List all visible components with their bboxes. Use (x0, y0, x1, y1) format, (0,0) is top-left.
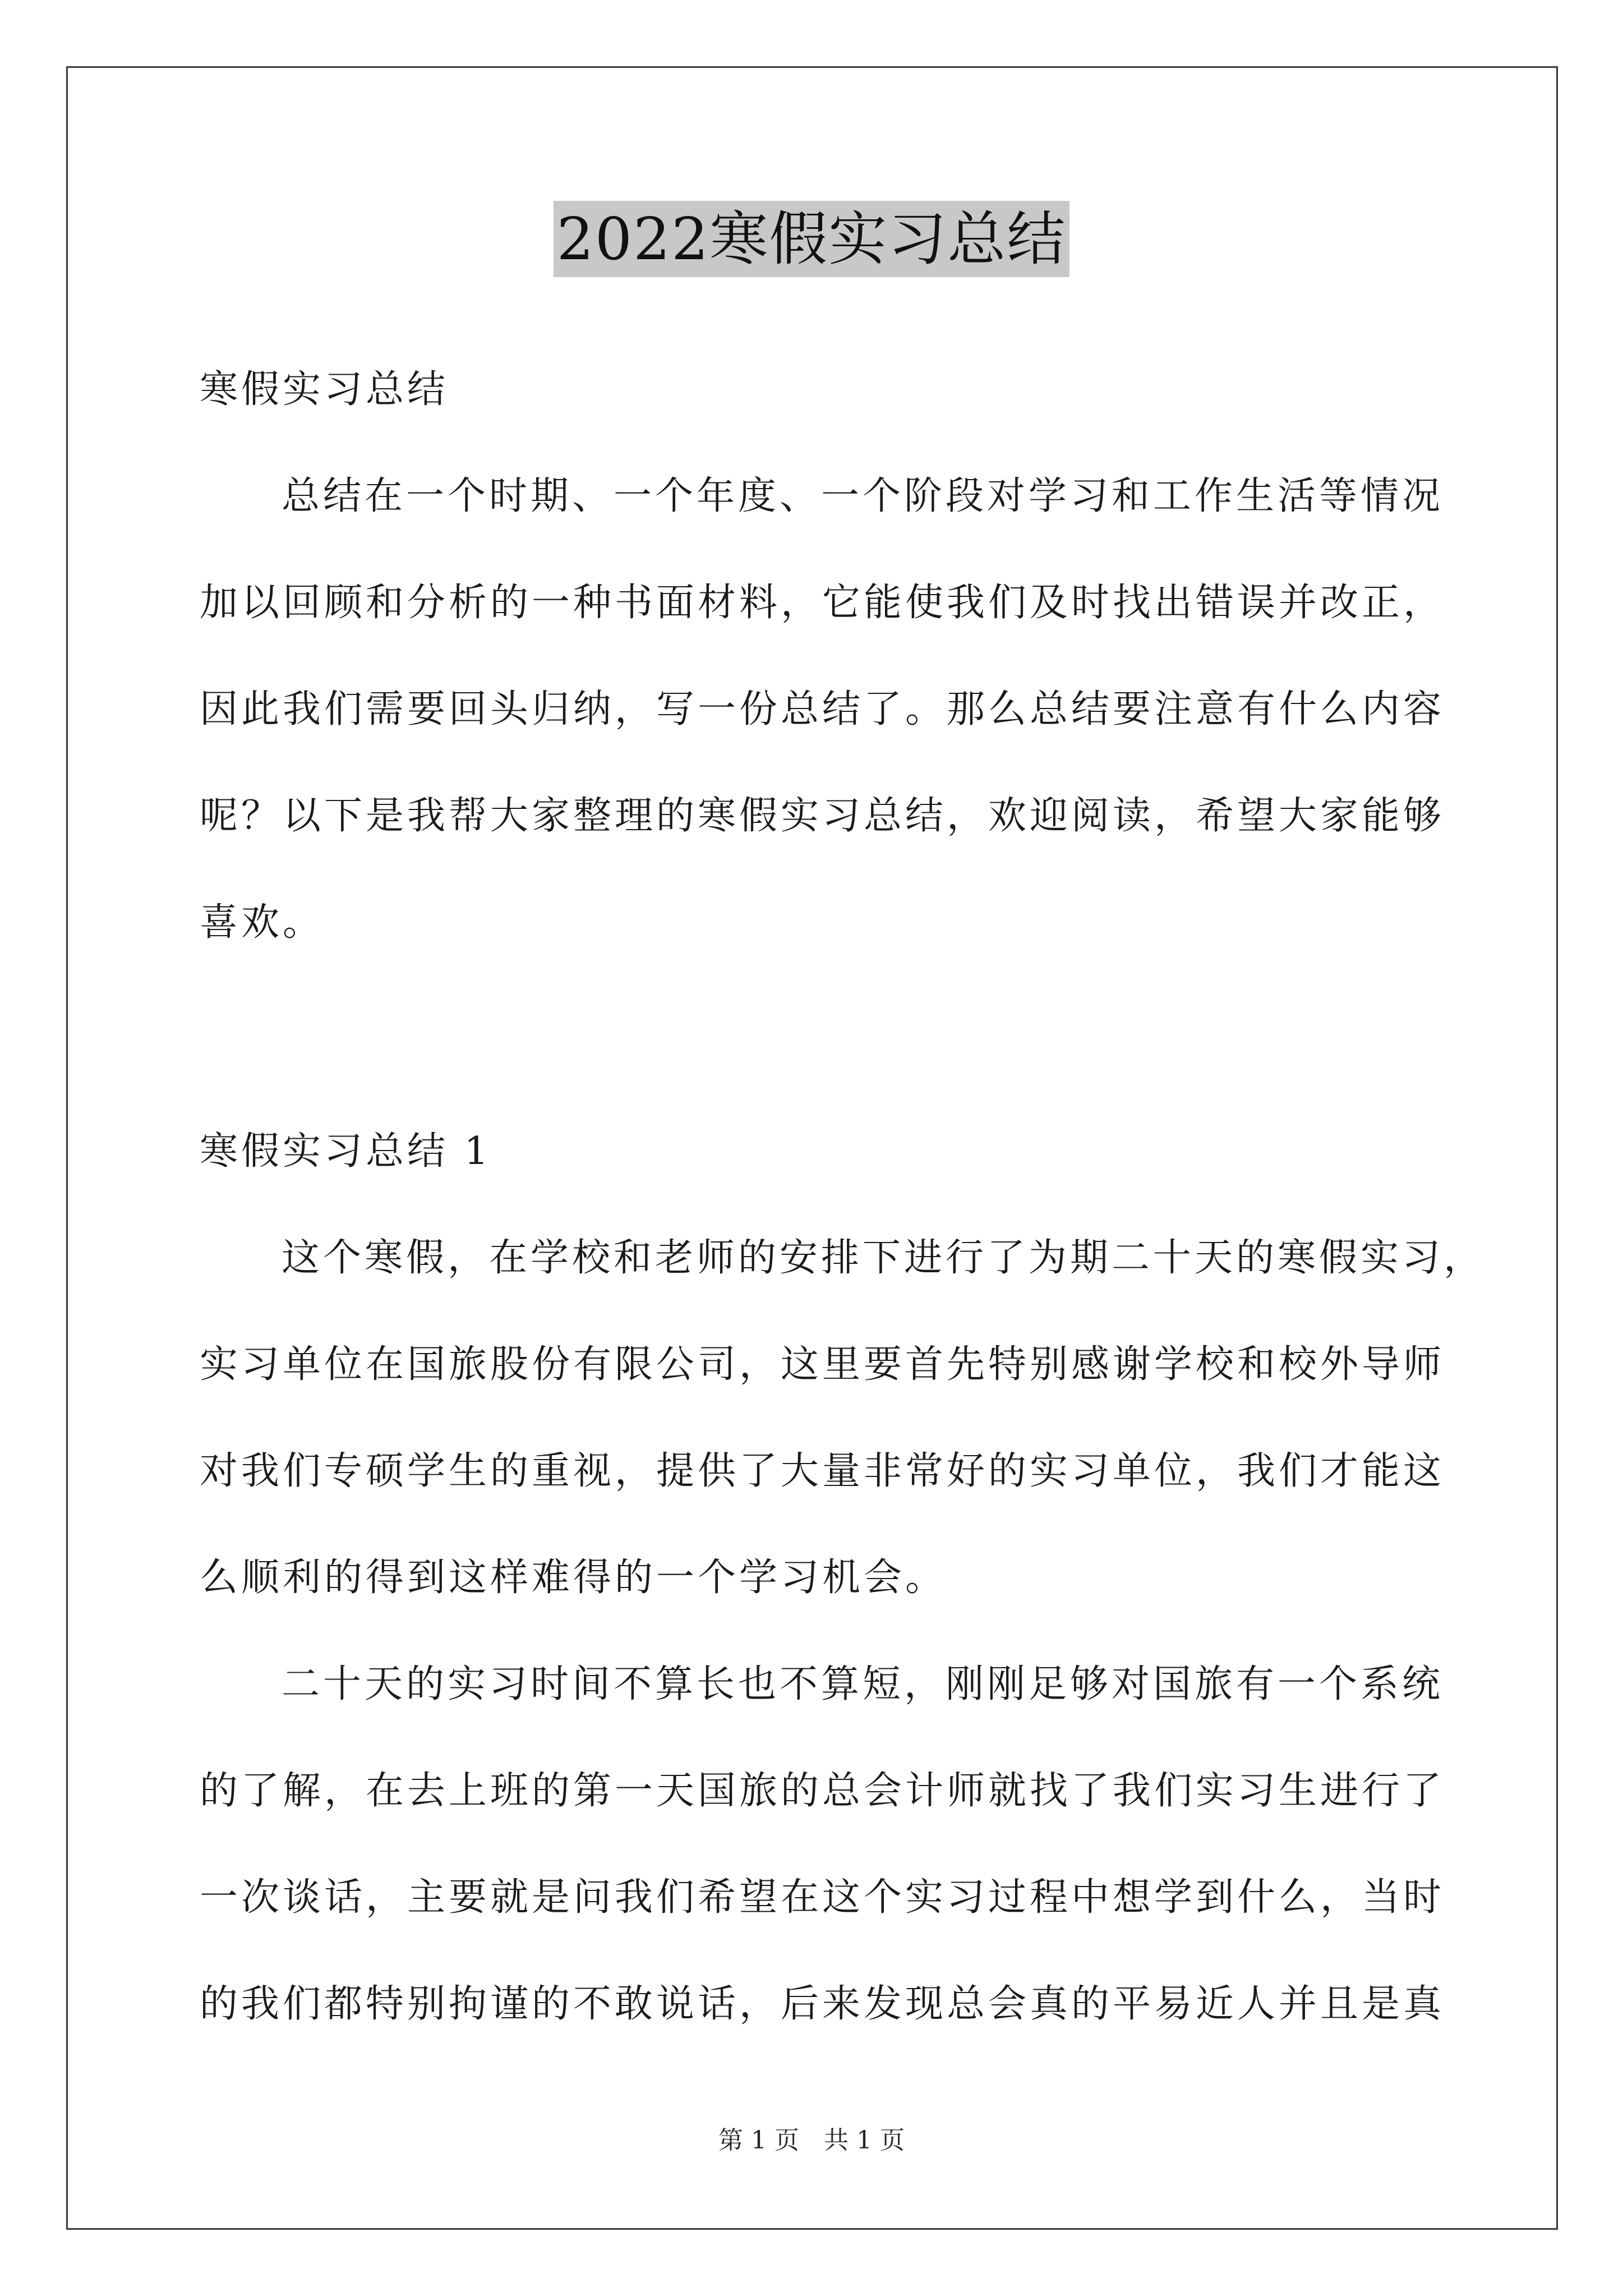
intro-line: 喜欢。 (200, 900, 325, 945)
paragraph2-line: 一次谈话，主要就是问我们希望在这个实习过程中想学到什么，当时 (200, 1875, 1445, 1920)
paragraph1-line: 对我们专硕学生的重视，提供了大量非常好的实习单位，我们才能这 (200, 1449, 1445, 1493)
paragraph2-line: 二十天的实习时间不算长也不算短，刚刚足够对国旅有一个系统 (282, 1662, 1444, 1706)
paragraph2-line: 的我们都特别拘谨的不敢说话，后来发现总会真的平易近人并且是真 (200, 1982, 1445, 2026)
intro-line: 因此我们需要回头归纳，写一份总结了。那么总结要注意有什么内容 (200, 687, 1445, 731)
paragraph1-line: 这个寒假，在学校和老师的安排下进行了为期二十天的寒假实习， (282, 1236, 1486, 1280)
page-number: 第 1 页 (718, 2126, 799, 2155)
intro-line: 加以回顾和分析的一种书面材料，它能使我们及时找出错误并改正， (200, 581, 1445, 625)
paragraph1-line: 实习单位在国旅股份有限公司，这里要首先特别感谢学校和校外导师 (200, 1342, 1445, 1387)
page-total: 共 1 页 (824, 2126, 905, 2155)
intro-line: 总结在一个时期、一个年度、一个阶段对学习和工作生活等情况 (282, 474, 1444, 518)
section-heading: 寒假实习总结 1 (200, 1129, 492, 1174)
document-title: 2022寒假实习总结 (554, 201, 1070, 277)
document-body (200, 337, 1486, 2058)
paragraph2-line: 的了解，在去上班的第一天国旅的总会计师就找了我们实习生进行了 (200, 1769, 1445, 1813)
intro-line: 呢？以下是我帮大家整理的寒假实习总结，欢迎阅读，希望大家能够 (200, 794, 1445, 838)
title-area (0, 201, 1623, 277)
page-footer (0, 2125, 1623, 2156)
paragraph-gap (200, 976, 1461, 1098)
paragraph1-line: 么顺利的得到这样难得的一个学习机会。 (200, 1556, 947, 1600)
document-subtitle: 寒假实习总结 (200, 367, 449, 412)
